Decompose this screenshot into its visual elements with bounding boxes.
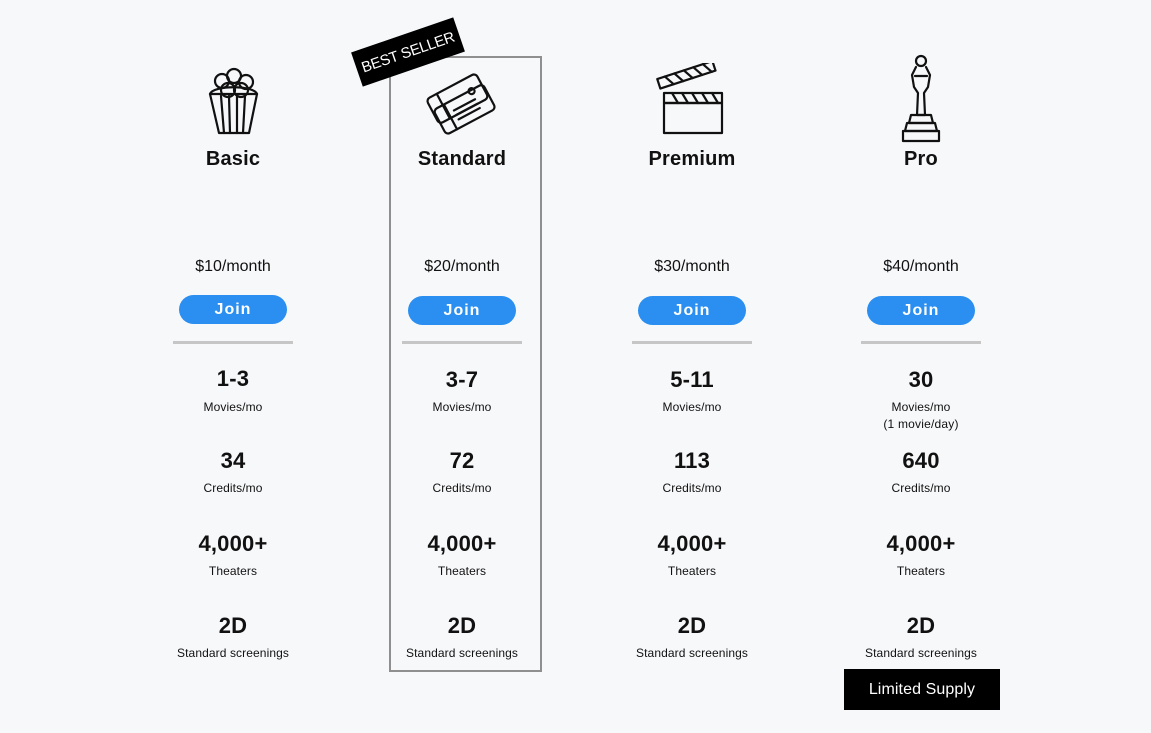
movies-label: Movies/mo bbox=[432, 400, 492, 414]
plan-price: $10/month bbox=[195, 258, 271, 275]
screenings-label: Standard screenings bbox=[636, 646, 748, 660]
plan-name: Basic bbox=[205, 148, 261, 170]
plan-price: $30/month bbox=[654, 258, 730, 275]
award-statue-icon bbox=[881, 53, 961, 143]
screenings-label: Standard screenings bbox=[406, 646, 518, 660]
movies-label: Movies/mo bbox=[891, 400, 951, 414]
theaters-value: 4,000+ bbox=[427, 531, 497, 556]
plan-standard bbox=[347, 0, 577, 733]
theaters-value: 4,000+ bbox=[657, 531, 727, 556]
join-button[interactable]: Join bbox=[179, 295, 287, 324]
screenings-value: 2D bbox=[218, 613, 248, 638]
plan-divider bbox=[861, 341, 981, 344]
join-button[interactable]: Join bbox=[867, 296, 975, 325]
credits-value: 34 bbox=[220, 448, 246, 473]
credits-label: Credits/mo bbox=[662, 481, 722, 495]
movies-value: 1-3 bbox=[216, 366, 250, 391]
credits-label: Credits/mo bbox=[891, 481, 951, 495]
plan-price: $40/month bbox=[883, 258, 959, 275]
screenings-value: 2D bbox=[906, 613, 936, 638]
plan-name: Premium bbox=[648, 148, 736, 170]
screenings-label: Standard screenings bbox=[177, 646, 289, 660]
plan-pro bbox=[806, 0, 1036, 733]
credits-value: 72 bbox=[449, 448, 475, 473]
plan-premium bbox=[577, 0, 807, 733]
movies-label: Movies/mo bbox=[203, 400, 263, 414]
theaters-value: 4,000+ bbox=[198, 531, 268, 556]
plan-divider bbox=[173, 341, 293, 344]
popcorn-icon bbox=[193, 63, 273, 153]
theaters-label: Theaters bbox=[208, 564, 258, 578]
plan-divider bbox=[402, 341, 522, 344]
plan-divider bbox=[632, 341, 752, 344]
join-button[interactable]: Join bbox=[408, 296, 516, 325]
credits-value: 113 bbox=[673, 448, 711, 473]
credits-label: Credits/mo bbox=[203, 481, 263, 495]
movies-value: 5-11 bbox=[670, 367, 714, 392]
plan-price: $20/month bbox=[424, 258, 500, 275]
movies-value: 3-7 bbox=[445, 367, 479, 392]
join-button[interactable]: Join bbox=[638, 296, 746, 325]
screenings-value: 2D bbox=[447, 613, 477, 638]
screenings-label: Standard screenings bbox=[865, 646, 977, 660]
tickets-icon bbox=[422, 63, 502, 153]
plan-name: Standard bbox=[417, 148, 507, 170]
best-seller-badge: BEST SELLER bbox=[351, 17, 465, 86]
plan-basic bbox=[118, 0, 348, 733]
screenings-value: 2D bbox=[677, 613, 707, 638]
limited-supply-badge: Limited Supply bbox=[844, 669, 1000, 710]
movies-value: 30 bbox=[908, 367, 934, 392]
theaters-label: Theaters bbox=[667, 564, 717, 578]
theaters-value: 4,000+ bbox=[886, 531, 956, 556]
clapperboard-icon bbox=[652, 63, 732, 153]
credits-value: 640 bbox=[902, 448, 940, 473]
movies-sublabel: (1 movie/day) bbox=[883, 417, 959, 431]
movies-label: Movies/mo bbox=[662, 400, 722, 414]
credits-label: Credits/mo bbox=[432, 481, 492, 495]
theaters-label: Theaters bbox=[437, 564, 487, 578]
plan-name: Pro bbox=[904, 148, 938, 170]
theaters-label: Theaters bbox=[896, 564, 946, 578]
